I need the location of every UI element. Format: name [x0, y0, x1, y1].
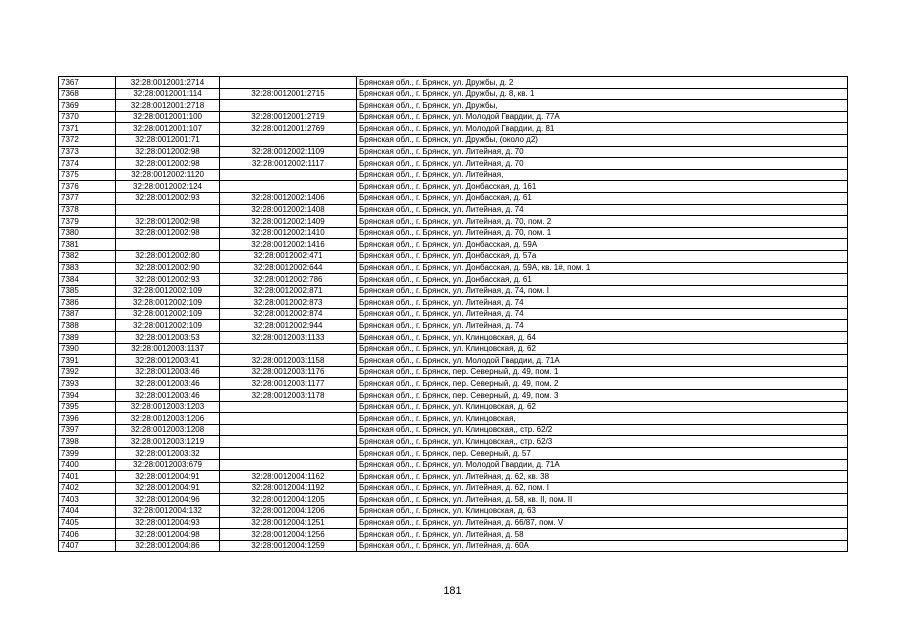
row-number-cell: 7367 [59, 77, 116, 89]
related-cadastral-number-cell: 32:28:0012004:1259 [220, 540, 357, 552]
row-number-cell: 7384 [59, 274, 116, 286]
related-cadastral-number-cell: 32:28:0012002:1408 [220, 204, 357, 216]
related-cadastral-number-cell: 32:28:0012002:644 [220, 262, 357, 274]
cadastral-number-cell: 32:28:0012003:46 [116, 378, 220, 390]
table-row [59, 505, 848, 517]
cadastral-number-cell: 32:28:0012001:2718 [116, 100, 220, 112]
cadastral-number-cell: 32:28:0012002:80 [116, 250, 220, 262]
cadastral-number-cell: 32:28:0012003:1208 [116, 424, 220, 436]
cadastral-number-cell: 32:28:0012002:124 [116, 181, 220, 193]
cadastral-number-cell: 32:28:0012003:41 [116, 355, 220, 367]
table-row [59, 111, 848, 123]
cadastral-number-cell: 32:28:0012001:2714 [116, 77, 220, 89]
related-cadastral-number-cell [220, 134, 357, 146]
cadastral-number-cell: 32:28:0012003:53 [116, 332, 220, 344]
table-row [59, 158, 848, 170]
cadastral-number-cell: 32:28:0012002:98 [116, 158, 220, 170]
row-number-cell: 7401 [59, 471, 116, 483]
related-cadastral-number-cell: 32:28:0012002:873 [220, 297, 357, 309]
table-row [59, 471, 848, 483]
row-number-cell: 7389 [59, 332, 116, 344]
table-row [59, 239, 848, 251]
related-cadastral-number-cell: 32:28:0012001:2769 [220, 123, 357, 135]
address-cell: Брянская обл., г. Брянск, ул. Клинцовская, д. 62 [357, 401, 848, 413]
row-number-cell: 7403 [59, 494, 116, 506]
cadastral-number-cell: 32:28:0012003:1137 [116, 343, 220, 355]
cadastral-number-cell: 32:28:0012004:93 [116, 517, 220, 529]
row-number-cell: 7378 [59, 204, 116, 216]
address-cell: Брянская обл., г. Брянск, пер. Северный, д. 49, пом. 3 [357, 390, 848, 402]
row-number-cell: 7382 [59, 250, 116, 262]
table-row [59, 181, 848, 193]
cadastral-number-cell: 32:28:0012003:32 [116, 448, 220, 460]
cadastral-number-cell: 32:28:0012004:91 [116, 471, 220, 483]
cadastral-number-cell: 32:28:0012003:1206 [116, 413, 220, 425]
row-number-cell: 7400 [59, 459, 116, 471]
table-row [59, 77, 848, 89]
cadastral-number-cell: 32:28:0012002:109 [116, 308, 220, 320]
address-cell: Брянская обл., г. Брянск, ул. Донбасская, д. 57а [357, 250, 848, 262]
table-row [59, 274, 848, 286]
page-number: 181 [443, 585, 462, 597]
related-cadastral-number-cell [220, 169, 357, 181]
address-cell: Брянская обл., г. Брянск, ул. Дружбы, д. 8, кв. 1 [357, 88, 848, 100]
table-row [59, 355, 848, 367]
address-cell: Брянская обл., г. Брянск, ул. Молодой Гвардии, д. 77А [357, 111, 848, 123]
address-cell: Брянская обл., г. Брянск, ул. Клинцовская, д. 62 [357, 343, 848, 355]
address-cell: Брянская обл., г. Брянск, ул. Клинцовская,, стр. 62/2 [357, 424, 848, 436]
table-row [59, 482, 848, 494]
row-number-cell: 7374 [59, 158, 116, 170]
address-cell: Брянская обл., г. Брянск, пер. Северный, д. 49, пом. 1 [357, 366, 848, 378]
address-cell: Брянская обл., г. Брянск, ул. Клинцовская, д. 64 [357, 332, 848, 344]
table-row [59, 343, 848, 355]
address-cell: Брянская обл., г. Брянск, ул. Литейная, д. 70 [357, 146, 848, 158]
table-row [59, 494, 848, 506]
related-cadastral-number-cell [220, 77, 357, 89]
address-cell: Брянская обл., г. Брянск, ул. Донбасская, д. 161 [357, 181, 848, 193]
table-row [59, 169, 848, 181]
address-cell: Брянская обл., г. Брянск, ул. Дружбы, д. 2 [357, 77, 848, 89]
row-number-cell: 7395 [59, 401, 116, 413]
table-row [59, 204, 848, 216]
related-cadastral-number-cell: 32:28:0012004:1251 [220, 517, 357, 529]
related-cadastral-number-cell: 32:28:0012002:1416 [220, 239, 357, 251]
related-cadastral-number-cell: 32:28:0012003:1177 [220, 378, 357, 390]
related-cadastral-number-cell: 32:28:0012002:1109 [220, 146, 357, 158]
table-row [59, 285, 848, 297]
related-cadastral-number-cell: 32:28:0012002:874 [220, 308, 357, 320]
address-cell: Брянская обл., г. Брянск, ул. Молодой Гвардии, д. 81 [357, 123, 848, 135]
table-row [59, 366, 848, 378]
related-cadastral-number-cell: 32:28:0012003:1158 [220, 355, 357, 367]
cadastral-number-cell: 32:28:0012002:98 [116, 227, 220, 239]
related-cadastral-number-cell: 32:28:0012002:471 [220, 250, 357, 262]
address-cell: Брянская обл., г. Брянск, ул. Донбасская, д. 59А, кв. 1#, пом. 1 [357, 262, 848, 274]
table-row [59, 227, 848, 239]
table-row [59, 332, 848, 344]
registry-table [58, 76, 848, 552]
address-cell: Брянская обл., г. Брянск, ул. Литейная, д. 66/87, пом. V [357, 517, 848, 529]
table-row [59, 401, 848, 413]
table-row [59, 448, 848, 460]
address-cell: Брянская обл., г. Брянск, ул. Литейная, д. 74 [357, 308, 848, 320]
related-cadastral-number-cell: 32:28:0012001:2715 [220, 88, 357, 100]
cadastral-number-cell [116, 239, 220, 251]
cadastral-number-cell: 32:28:0012001:100 [116, 111, 220, 123]
row-number-cell: 7390 [59, 343, 116, 355]
table-row [59, 297, 848, 309]
row-number-cell: 7407 [59, 540, 116, 552]
related-cadastral-number-cell [220, 448, 357, 460]
cadastral-number-cell: 32:28:0012001:114 [116, 88, 220, 100]
row-number-cell: 7383 [59, 262, 116, 274]
row-number-cell: 7372 [59, 134, 116, 146]
related-cadastral-number-cell: 32:28:0012003:1133 [220, 332, 357, 344]
table-row [59, 436, 848, 448]
table-row [59, 424, 848, 436]
row-number-cell: 7402 [59, 482, 116, 494]
row-number-cell: 7398 [59, 436, 116, 448]
row-number-cell: 7375 [59, 169, 116, 181]
related-cadastral-number-cell [220, 401, 357, 413]
related-cadastral-number-cell [220, 181, 357, 193]
related-cadastral-number-cell: 32:28:0012003:1176 [220, 366, 357, 378]
table-row [59, 459, 848, 471]
address-cell: Брянская обл., г. Брянск, ул. Дружбы, (около д2) [357, 134, 848, 146]
cadastral-number-cell: 32:28:0012001:71 [116, 134, 220, 146]
related-cadastral-number-cell: 32:28:0012002:1406 [220, 192, 357, 204]
row-number-cell: 7391 [59, 355, 116, 367]
related-cadastral-number-cell: 32:28:0012004:1256 [220, 529, 357, 541]
table-row [59, 390, 848, 402]
table-row [59, 308, 848, 320]
address-cell: Брянская обл., г. Брянск, ул. Литейная, д. 74 [357, 204, 848, 216]
table-row [59, 262, 848, 274]
table-row [59, 100, 848, 112]
address-cell: Брянская обл., г. Брянск, ул. Литейная, д. 74 [357, 320, 848, 332]
row-number-cell: 7370 [59, 111, 116, 123]
row-number-cell: 7392 [59, 366, 116, 378]
cadastral-number-cell: 32:28:0012002:109 [116, 297, 220, 309]
table-row [59, 123, 848, 135]
related-cadastral-number-cell [220, 436, 357, 448]
row-number-cell: 7404 [59, 505, 116, 517]
cadastral-number-cell: 32:28:0012002:1120 [116, 169, 220, 181]
cadastral-number-cell: 32:28:0012003:1203 [116, 401, 220, 413]
address-cell: Брянская обл., г. Брянск, ул. Литейная, [357, 169, 848, 181]
address-cell: Брянская обл., г. Брянск, ул. Литейная, д. 62, кв. 38 [357, 471, 848, 483]
row-number-cell: 7387 [59, 308, 116, 320]
row-number-cell: 7373 [59, 146, 116, 158]
row-number-cell: 7376 [59, 181, 116, 193]
cadastral-number-cell: 32:28:0012003:1219 [116, 436, 220, 448]
address-cell: Брянская обл., г. Брянск, ул. Дружбы, [357, 100, 848, 112]
related-cadastral-number-cell [220, 459, 357, 471]
related-cadastral-number-cell: 32:28:0012002:1409 [220, 216, 357, 228]
address-cell: Брянская обл., г. Брянск, ул. Клинцовская, [357, 413, 848, 425]
table-row [59, 378, 848, 390]
cadastral-number-cell: 32:28:0012002:98 [116, 216, 220, 228]
related-cadastral-number-cell: 32:28:0012004:1162 [220, 471, 357, 483]
row-number-cell: 7406 [59, 529, 116, 541]
related-cadastral-number-cell [220, 413, 357, 425]
table-row [59, 320, 848, 332]
row-number-cell: 7397 [59, 424, 116, 436]
row-number-cell: 7369 [59, 100, 116, 112]
address-cell: Брянская обл., г. Брянск, ул. Донбасская, д. 61 [357, 192, 848, 204]
address-cell: Брянская обл., г. Брянск, ул. Литейная, д. 70, пом. 2 [357, 216, 848, 228]
row-number-cell: 7399 [59, 448, 116, 460]
related-cadastral-number-cell [220, 343, 357, 355]
table-row [59, 517, 848, 529]
related-cadastral-number-cell: 32:28:0012002:944 [220, 320, 357, 332]
cadastral-number-cell: 32:28:0012003:46 [116, 390, 220, 402]
row-number-cell: 7377 [59, 192, 116, 204]
address-cell: Брянская обл., г. Брянск, ул. Литейная, д. 60А [357, 540, 848, 552]
cadastral-number-cell [116, 204, 220, 216]
cadastral-number-cell: 32:28:0012004:91 [116, 482, 220, 494]
related-cadastral-number-cell: 32:28:0012002:786 [220, 274, 357, 286]
address-cell: Брянская обл., г. Брянск, ул. Литейная, д. 70, пом. 1 [357, 227, 848, 239]
table-row [59, 88, 848, 100]
related-cadastral-number-cell: 32:28:0012001:2719 [220, 111, 357, 123]
cadastral-number-cell: 32:28:0012003:46 [116, 366, 220, 378]
cadastral-number-cell: 32:28:0012002:109 [116, 320, 220, 332]
related-cadastral-number-cell: 32:28:0012002:1410 [220, 227, 357, 239]
related-cadastral-number-cell: 32:28:0012002:871 [220, 285, 357, 297]
address-cell: Брянская обл., г. Брянск, ул. Литейная, д. 58, кв. II, пом. II [357, 494, 848, 506]
row-number-cell: 7381 [59, 239, 116, 251]
cadastral-number-cell: 32:28:0012004:86 [116, 540, 220, 552]
address-cell: Брянская обл., г. Брянск, ул. Клинцовская, д. 63 [357, 505, 848, 517]
row-number-cell: 7394 [59, 390, 116, 402]
address-cell: Брянская обл., г. Брянск, ул. Литейная, д. 62, пом. I [357, 482, 848, 494]
row-number-cell: 7393 [59, 378, 116, 390]
row-number-cell: 7385 [59, 285, 116, 297]
address-cell: Брянская обл., г. Брянск, ул. Донбасская, д. 59А [357, 239, 848, 251]
row-number-cell: 7371 [59, 123, 116, 135]
related-cadastral-number-cell: 32:28:0012004:1206 [220, 505, 357, 517]
cadastral-number-cell: 32:28:0012002:93 [116, 192, 220, 204]
table-row [59, 413, 848, 425]
table-row [59, 216, 848, 228]
address-cell: Брянская обл., г. Брянск, ул. Молодой Гвардии, д. 71А [357, 355, 848, 367]
cadastral-number-cell: 32:28:0012002:93 [116, 274, 220, 286]
cadastral-number-cell: 32:28:0012002:98 [116, 146, 220, 158]
table-row [59, 529, 848, 541]
registry-table-body [59, 77, 848, 552]
row-number-cell: 7368 [59, 88, 116, 100]
table-row [59, 250, 848, 262]
related-cadastral-number-cell: 32:28:0012003:1178 [220, 390, 357, 402]
address-cell: Брянская обл., г. Брянск, ул. Донбасская, д. 61 [357, 274, 848, 286]
related-cadastral-number-cell: 32:28:0012004:1192 [220, 482, 357, 494]
row-number-cell: 7388 [59, 320, 116, 332]
address-cell: Брянская обл., г. Брянск, ул. Литейная, д. 74, пом. I [357, 285, 848, 297]
row-number-cell: 7379 [59, 216, 116, 228]
cadastral-number-cell: 32:28:0012002:90 [116, 262, 220, 274]
row-number-cell: 7396 [59, 413, 116, 425]
cadastral-number-cell: 32:28:0012004:98 [116, 529, 220, 541]
table-row [59, 134, 848, 146]
table-row [59, 146, 848, 158]
address-cell: Брянская обл., г. Брянск, ул. Литейная, д. 58 [357, 529, 848, 541]
cadastral-number-cell: 32:28:0012004:96 [116, 494, 220, 506]
address-cell: Брянская обл., г. Брянск, пер. Северный, д. 57 [357, 448, 848, 460]
related-cadastral-number-cell [220, 100, 357, 112]
address-cell: Брянская обл., г. Брянск, пер. Северный, д. 49, пом. 2 [357, 378, 848, 390]
row-number-cell: 7386 [59, 297, 116, 309]
row-number-cell: 7405 [59, 517, 116, 529]
cadastral-number-cell: 32:28:0012004:132 [116, 505, 220, 517]
cadastral-number-cell: 32:28:0012003:679 [116, 459, 220, 471]
address-cell: Брянская обл., г. Брянск, ул. Клинцовская,, стр. 62/3 [357, 436, 848, 448]
related-cadastral-number-cell: 32:28:0012002:1117 [220, 158, 357, 170]
table-row [59, 192, 848, 204]
address-cell: Брянская обл., г. Брянск, ул. Литейная, д. 74 [357, 297, 848, 309]
row-number-cell: 7380 [59, 227, 116, 239]
address-cell: Брянская обл., г. Брянск, ул. Литейная, д. 70 [357, 158, 848, 170]
address-cell: Брянская обл., г. Брянск, ул. Молодой Гвардии, д. 71А [357, 459, 848, 471]
related-cadastral-number-cell: 32:28:0012004:1205 [220, 494, 357, 506]
table-row [59, 540, 848, 552]
cadastral-number-cell: 32:28:0012001:107 [116, 123, 220, 135]
cadastral-number-cell: 32:28:0012002:109 [116, 285, 220, 297]
related-cadastral-number-cell [220, 424, 357, 436]
